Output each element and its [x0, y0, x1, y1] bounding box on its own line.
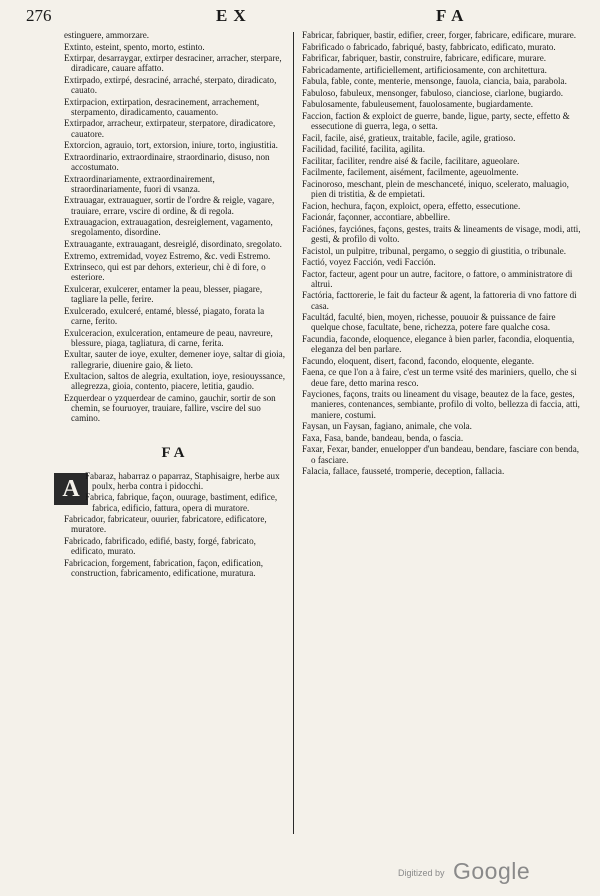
dictionary-entry: Fabula, fable, conte, menterie, mensonge, fauola, ciancia, baia, parabola. [302, 76, 567, 87]
dictionary-entry: Faxa, Fasa, bande, bandeau, benda, o fascia. [302, 432, 464, 443]
dictionary-entry: Facil, facile, aisé, gratieux, traitable, facile, agile, gratioso. [302, 132, 516, 143]
left-column [64, 30, 286, 580]
dictionary-entry: Factió, voyez Facción, vedi Facción. [302, 257, 436, 268]
dictionary-entry: Extrinseco, qui est par dehors, exterieur, chi è di fore, o esteriore. [64, 262, 266, 283]
fa-block [64, 471, 286, 579]
dictionary-entry: Fabricadamente, artificiellement, artificiosamente, con architettura. [302, 64, 547, 75]
google-wordmark: Google [452, 858, 531, 884]
dictionary-entry: Facinoroso, meschant, plein de meschanceté, iniquo, scelerato, maluagio, pien di tristitia, & de empietati. [302, 178, 569, 200]
dictionary-entry: Ezquerdear o yzquerdear de camino, gauchir, sortir de son chemin, se fouruoyer, trauiare, fallire, vscire del suo camino. [64, 392, 276, 424]
running-header [26, 6, 586, 30]
right-running-head: FA [436, 6, 470, 25]
dictionary-entry: Facundia, faconde, eloquence, elegance à bien parler, facondia, eloquentia, eleganza del ben parlare. [302, 333, 575, 355]
dictionary-entry: Extrauagante, extrauagant, desreiglé, disordinato, sregolato. [64, 239, 282, 250]
dictionary-entry: Faysan, un Faysan, fagiano, animale, che vola. [302, 421, 472, 432]
dictionary-entry: Extirpacion, extirpation, desracinement, arrachement, sterpamento, diradicamento, cauamento. [64, 96, 260, 117]
dictionary-entry: Extraordinariamente, extraordinairement, straordinariamente, fuori di vsanza. [64, 173, 215, 194]
dictionary-entry: Facilmente, facilement, aisément, facilmente, ageuolmente. [302, 167, 519, 178]
dictionary-entry: Fayciones, façons, traits ou lineament du visage, beautez de la face, gestes, manieres, contenances, sembiante, profilo di volto, bellezza di faccia, atti, maniere, costumi. [302, 389, 580, 420]
dictionary-entry: Facionár, façonner, accontiare, abbellire. [302, 212, 450, 223]
dictionary-entry: Exultar, sauter de ioye, exulter, demener ioye, saltar di gioia, rallegrarie, diuenire gaio, & lieto. [64, 349, 285, 370]
dictionary-entry: Facundo, eloquent, disert, facond, facondo, eloquente, elegante. [302, 355, 535, 366]
dictionary-entry: Exulceracion, exulceration, entameure de peau, navreure, blessure, piaga, tagliatura, di carne, ferita. [64, 327, 273, 348]
dictionary-entry: Facilidad, facilité, facilita, agilita. [302, 144, 425, 155]
dictionary-entry: Fabricar, fabriquer, bastir, edifier, creer, forger, fabricare, edificare, murare. [302, 30, 577, 40]
dictionary-entry: Extremo, extremidad, voyez Estremo, &c. vedi Estremo. [64, 250, 271, 261]
dictionary-entry: Facistol, un pulpitre, tribunal, pergamo, o seggio di giustitia, o tribunale. [302, 245, 567, 256]
dictionary-entry: Fabricador, fabricateur, ouurier, fabricatore, edificatore, muratore. [64, 514, 267, 535]
dictionary-entry: Fabrica, fabrique, façon, ouurage, bastiment, edifice, fabrica, edificio, fattura, opera di muratore. [85, 492, 278, 513]
dictionary-entry: Exultacion, saltos de alegria, exultation, ioye, resiouyssance, allegrezza, gioia, contento, piacere, letitia, gaudio. [64, 371, 285, 392]
dictionary-entry: Fabrificar, fabriquer, bastir, construire, fabricare, edificare, murare. [302, 53, 547, 64]
dictionary-entry: Extirpado, extirpé, desraciné, arraché, sterpato, diradicato, cauato. [64, 74, 277, 96]
dictionary-entry: Factor, facteur, agent pour un autre, facitore, o fattore, o amministratore di altrui. [302, 268, 573, 289]
column-divider [293, 32, 294, 834]
dictionary-entry: Faxar, Fexar, bander, enuelopper d'un bandeau, bendare, fasciare con benda, o fasciare. [302, 444, 580, 465]
digitized-by-google-watermark [398, 858, 530, 885]
dictionary-entry: Fabricacion, forgement, fabrication, façon, edification, construction, fabricamento, edificatione, muratura. [64, 557, 264, 579]
dictionary-entry: Exulcerado, exulceré, entamé, blessé, piagato, forata la carne, ferito. [64, 305, 265, 326]
dictionary-entry: Extrauagacion, extrauagation, desreiglement, vagamento, sregolamento, disordine. [64, 217, 273, 238]
left-running-head: EX [216, 6, 252, 25]
dictionary-entry: estinguere, ammorzare. [64, 30, 150, 40]
dictionary-entry: Extraordinario, extraordinaire, straordinario, disuso, non accostumato. [64, 151, 270, 173]
dictionary-entry: Fabricado, fabrificado, edifié, basty, forgé, fabricato, edificato, murato. [64, 536, 256, 557]
page-number: 276 [26, 6, 52, 25]
dictionary-entry: Extirpar, desarraygar, extirper desraciner, arracher, sterpare, diradicare, cauare affatto. [64, 53, 282, 74]
dictionary-entry: Fabaraz, habarraz o paparraz, Staphisaigre, herbe aux poulx, herba contra i pidocchi. [85, 470, 280, 491]
decorated-initial: A [54, 473, 88, 505]
dictionary-entry: Falacia, fallace, fausseté, tromperie, deception, fallacia. [302, 466, 505, 477]
digitized-by-label: Digitized by [398, 868, 445, 878]
dictionary-entry: Faccion, faction & exploict de guerre, bande, ligue, party, secte, effetto & essecutione di guerra, lega, o setta. [302, 110, 570, 132]
dictionary-entry: Faena, ce que l'on a à faire, c'est un terme vsité des mariniers, quello, che si deue fare, detto marina resco. [302, 367, 577, 388]
dictionary-entry: Faciónes, fayciónes, façons, gestes, traits & lineaments de visage, modi, atti, gesti, & profilo di volto. [302, 223, 581, 244]
right-column [302, 30, 584, 478]
dictionary-entry: Facion, hechura, façon, exploict, opera, effetto, essecutione. [302, 200, 521, 211]
dictionary-entry: Facilitar, faciliter, rendre aisé & facile, facilitare, agueolare. [302, 155, 520, 166]
dictionary-entry: Factória, facttorerie, le fait du facteur & agent, la fattoreria di vno fattore di casa. [302, 290, 577, 311]
dictionary-entry: Extinto, esteint, spento, morto, estinto. [64, 41, 205, 52]
dictionary-entry: Facultád, faculté, bien, moyen, richesse, pouuoir & puissance de faire quelque chose, facultate, bene, richezza, potere fare qualche cosa. [302, 312, 556, 333]
left-entries-fa [64, 471, 286, 579]
dictionary-entry: Fabrificado o fabricado, fabriqué, basty, fabbricato, edificato, murato. [302, 41, 556, 52]
right-entries [302, 30, 584, 476]
dictionary-entry: Fabuloso, fabuleux, mensonger, fabuloso, cianciose, ciarlone, bugiardo. [302, 87, 564, 98]
section-heading-fa: FA [161, 444, 189, 461]
left-entries-ex [64, 30, 286, 424]
dictionary-entry: Extorcion, agrauio, tort, extorsion, iniure, torto, ingiustitia. [64, 140, 278, 151]
dictionary-entry: Fabulosamente, fabuleusement, fauolosamente, bugiardamente. [302, 99, 534, 110]
dictionary-entry: Extrauagar, extrauaguer, sortir de l'ordre & reigle, vagare, trauiare, errare, vscire di ordine, & di regola. [64, 195, 275, 216]
dictionary-entry: Exulcerar, exulcerer, entamer la peau, blesser, piagare, tagliare la pelle, ferire. [64, 283, 263, 305]
dictionary-entry: Extirpador, arracheur, extirpateur, sterpatore, diradicatore, cauatore. [64, 118, 276, 139]
